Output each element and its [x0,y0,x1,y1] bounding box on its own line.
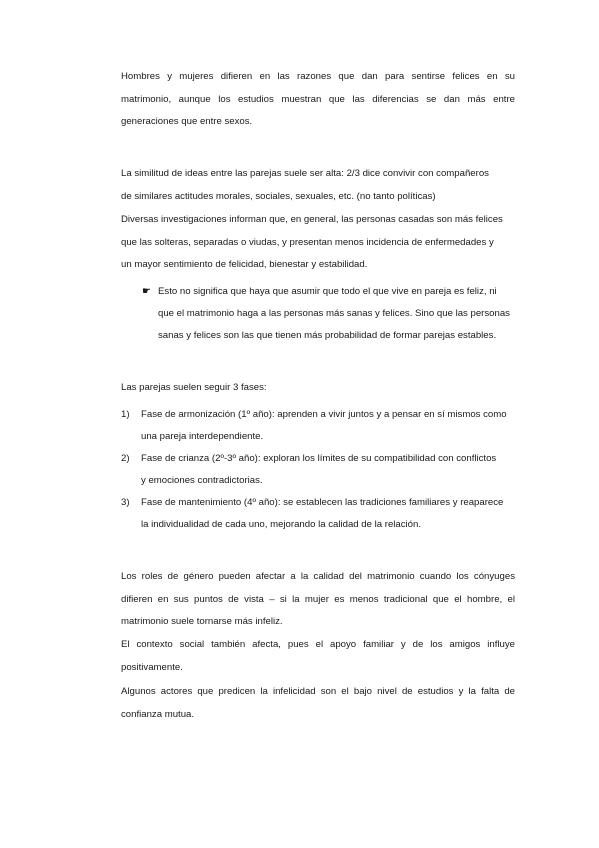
text-line: Esto no significa que haya que asumir que todo el que vive en pareja es feliz, ni [158,286,497,297]
text-line: Fase de mantenimiento (4º año): se establecen las tradiciones familiares y reaparece [141,497,504,508]
text-line: Fase de armonización (1º año): aprenden a vivir juntos y a pensar en sí mismos como [141,409,507,420]
paragraph-similarity [121,163,515,208]
text-line: matrimonio suele tornarse más infeliz. [121,616,283,627]
paragraph-investigations [121,209,515,277]
list-number: 2) [121,453,130,464]
text-line: generaciones que entre sexos. [121,116,253,127]
phase-item [141,404,515,448]
text-line: y emociones contradictorias. [141,475,263,486]
text-line: positivamente. [121,661,183,673]
text-line: la individualidad de cada uno, mejorando la calidad de la relación. [141,519,422,530]
text-line: Algunos actores que predicen la infelicidad son el bajo nivel de estudios y la falta de [121,686,515,697]
list-number: 1) [121,409,130,420]
text-line: una pareja interdependiente. [141,431,264,442]
text-line: difieren en sus puntos de vista – si la mujer es menos tradicional que el hombre, el [121,593,515,605]
phase-item [141,448,515,492]
text-line: Fase de crianza (2º-3º año): exploran los límites de su compatibilidad con conflictos [141,453,497,464]
paragraph-unhappiness-factors [121,681,515,726]
list-number: 3) [121,497,130,508]
text-line: que las solteras, separadas o viudas, y presentan menos incidencia de enfermedades y [121,236,494,248]
text-line: confianza mutua. [121,708,195,720]
paragraph-gender-differences [121,66,515,134]
text-line: Las parejas suelen seguir 3 fases: [121,382,267,393]
text-line: que el matrimonio haga a las personas más sanas y felices. Sino que las personas [158,308,510,319]
text-line: Hombres y mujeres difieren en las razones que dan para sentirse felices en su [121,71,515,82]
text-line: matrimonio, aunque los estudios muestran que las diferencias se dan más entre [121,93,515,105]
phase-item [141,492,515,536]
pointing-hand-icon: ☛ [142,286,151,297]
text-line: El contexto social también afecta, pues el apoyo familiar y de los amigos influye [121,639,515,650]
phases-intro [121,377,515,400]
text-line: Diversas investigaciones informan que, en general, las personas casadas son más felices [121,214,503,225]
text-line: un mayor sentimiento de felicidad, bienestar y estabilidad. [121,259,368,270]
text-line: sanas y felices son las que tienen más probabilidad de formar parejas estables. [158,330,497,341]
text-line: Los roles de género pueden afectar a la calidad del matrimonio cuando los cónyuges [121,571,515,582]
text-line: La similitud de ideas entre las parejas suele ser alta: 2/3 dice convivir con compañeros [121,168,489,179]
bullet-note [158,281,514,347]
paragraph-social-context [121,634,515,679]
paragraph-gender-roles [121,566,515,634]
text-line: de similares actitudes morales, sociales, sexuales, etc. (no tanto políticas) [121,190,436,202]
